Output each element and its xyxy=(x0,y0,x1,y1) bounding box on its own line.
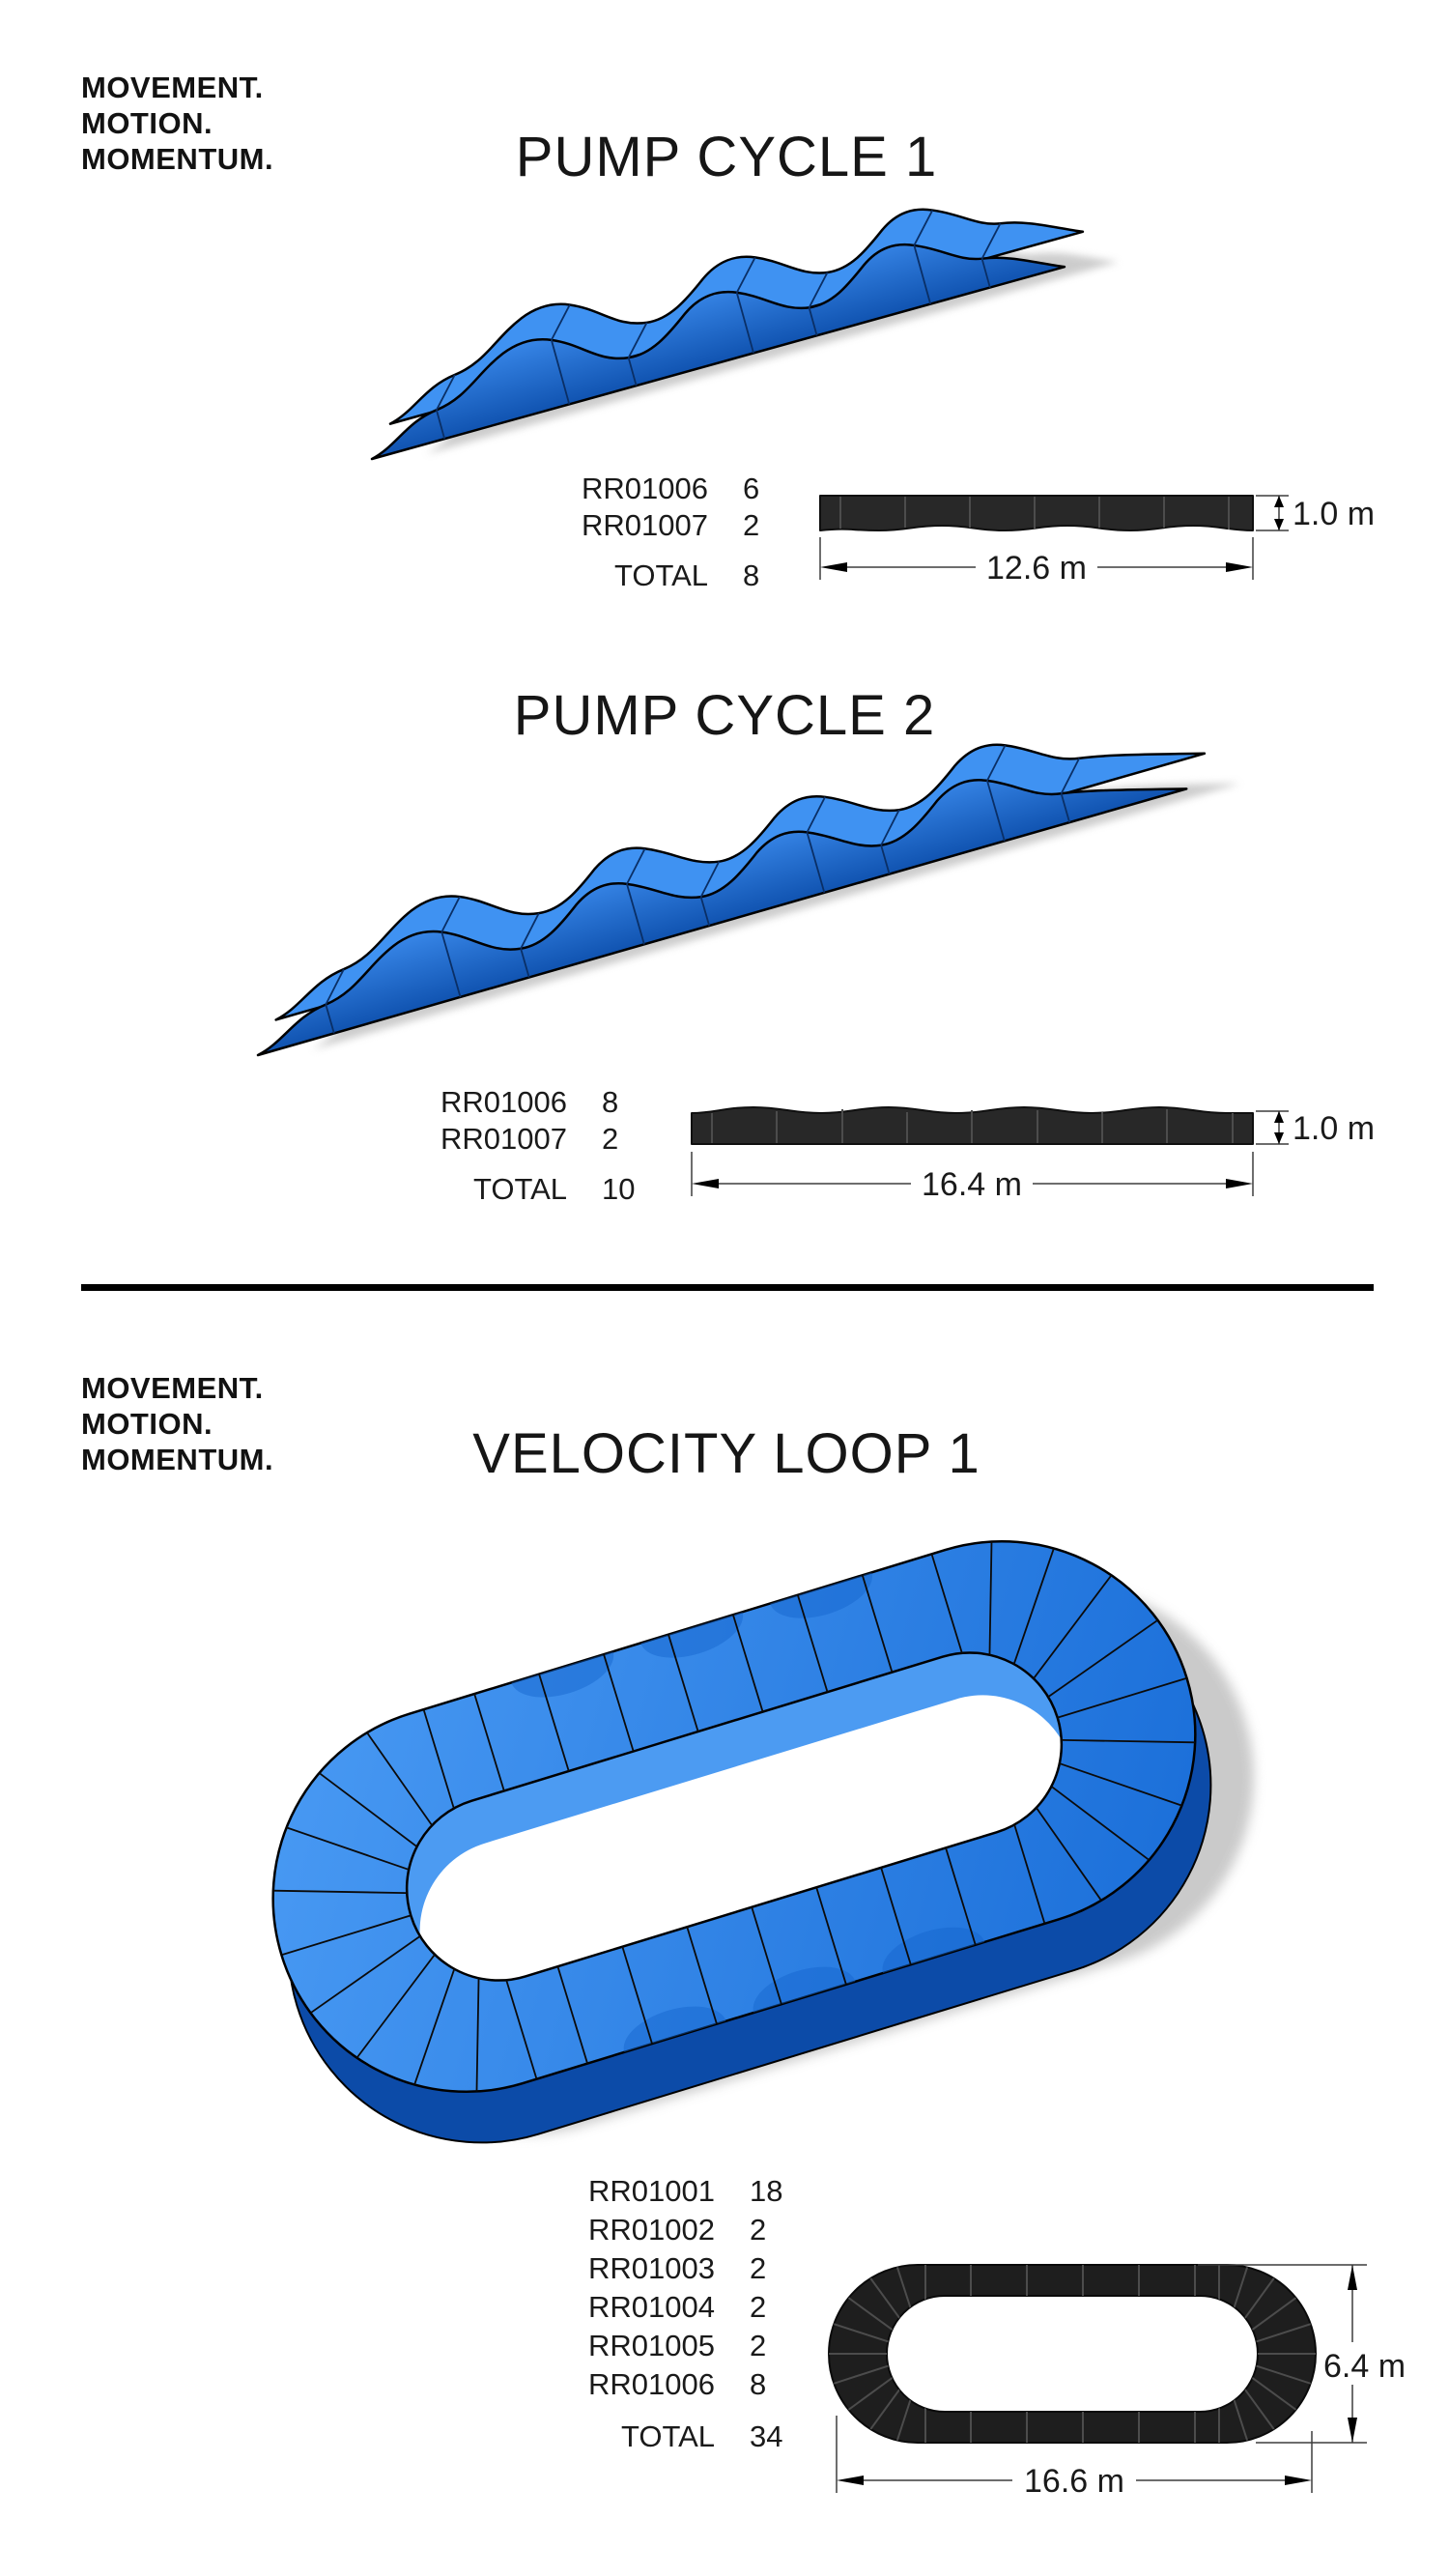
parts-total-row xyxy=(403,1171,635,1208)
brand-tagline-top xyxy=(81,70,273,177)
length-label: 16.6 m xyxy=(1024,2463,1124,2500)
parts-list-velocity-loop-1 xyxy=(551,2172,782,2456)
parts-row xyxy=(551,2172,782,2211)
part-qty: 2 xyxy=(750,2290,767,2324)
part-number: RR01007 xyxy=(582,508,708,542)
part-qty: 2 xyxy=(743,508,760,542)
height-label: 1.0 m xyxy=(1293,1110,1376,1147)
part-number: RR01001 xyxy=(588,2174,715,2208)
height-label: 1.0 m xyxy=(1293,496,1376,532)
parts-row xyxy=(403,1121,635,1158)
total-label: TOTAL xyxy=(472,1172,567,1206)
parts-total-row xyxy=(551,2418,782,2456)
top-view-bar xyxy=(820,496,1253,530)
section-divider xyxy=(81,1284,1374,1291)
part-number: RR01002 xyxy=(588,2213,715,2247)
render-pump-cycle-2 xyxy=(227,715,1270,1102)
parts-list-pump-cycle-1 xyxy=(544,471,759,594)
parts-row xyxy=(551,2365,782,2404)
part-qty: 2 xyxy=(602,1122,619,1156)
parts-list-pump-cycle-2 xyxy=(403,1084,635,1208)
part-qty: 2 xyxy=(750,2329,767,2362)
total-label: TOTAL xyxy=(620,2419,715,2453)
brand-line-3: MOMENTUM. xyxy=(81,142,274,176)
part-qty: 8 xyxy=(750,2367,767,2401)
part-number: RR01006 xyxy=(440,1085,567,1119)
height-dimension xyxy=(1256,1111,1289,1144)
part-qty: 8 xyxy=(602,1085,619,1119)
length-label: 12.6 m xyxy=(986,550,1087,587)
title-pump-cycle-1: PUMP CYCLE 1 xyxy=(515,126,938,188)
parts-row xyxy=(551,2327,782,2365)
parts-total-row xyxy=(544,558,759,594)
height-dimension xyxy=(1256,496,1289,530)
render-velocity-loop-1 xyxy=(198,1512,1270,2189)
height-label: 6.4 m xyxy=(1323,2348,1406,2385)
part-number: RR01005 xyxy=(588,2329,715,2362)
parts-row xyxy=(544,507,759,544)
total-qty: 10 xyxy=(602,1172,636,1206)
parts-row xyxy=(551,2288,782,2327)
part-qty: 6 xyxy=(743,472,760,505)
brand-line-2: MOTION. xyxy=(81,1407,213,1441)
top-view-ring xyxy=(829,2265,1316,2443)
part-qty: 2 xyxy=(750,2251,767,2285)
title-velocity-loop-1: VELOCITY LOOP 1 xyxy=(472,1422,980,1485)
part-qty: 2 xyxy=(750,2213,767,2247)
part-qty: 18 xyxy=(750,2174,783,2208)
part-number: RR01003 xyxy=(588,2251,715,2285)
length-label: 16.4 m xyxy=(922,1166,1022,1203)
part-number: RR01006 xyxy=(582,472,708,505)
total-qty: 34 xyxy=(750,2419,783,2453)
brand-line-2: MOTION. xyxy=(81,106,213,140)
total-label: TOTAL xyxy=(613,558,708,592)
brand-line-3: MOMENTUM. xyxy=(81,1443,274,1476)
brand-tagline-bottom xyxy=(81,1370,273,1477)
total-qty: 8 xyxy=(743,558,760,592)
brand-line-1: MOVEMENT. xyxy=(81,71,264,104)
title-pump-cycle-2: PUMP CYCLE 2 xyxy=(513,684,936,747)
parts-row xyxy=(551,2249,782,2288)
part-number: RR01004 xyxy=(588,2290,715,2324)
render-pump-cycle-1 xyxy=(343,222,1125,502)
part-number: RR01006 xyxy=(588,2367,715,2401)
brand-line-1: MOVEMENT. xyxy=(81,1371,264,1405)
dimension-diagram-velocity-loop-1 xyxy=(816,2242,1435,2532)
parts-row xyxy=(544,471,759,507)
parts-row xyxy=(403,1084,635,1121)
dimension-diagram-pump-cycle-2 xyxy=(676,1097,1410,1208)
part-number: RR01007 xyxy=(440,1122,567,1156)
dimension-diagram-pump-cycle-1 xyxy=(802,481,1420,597)
parts-row xyxy=(551,2211,782,2249)
